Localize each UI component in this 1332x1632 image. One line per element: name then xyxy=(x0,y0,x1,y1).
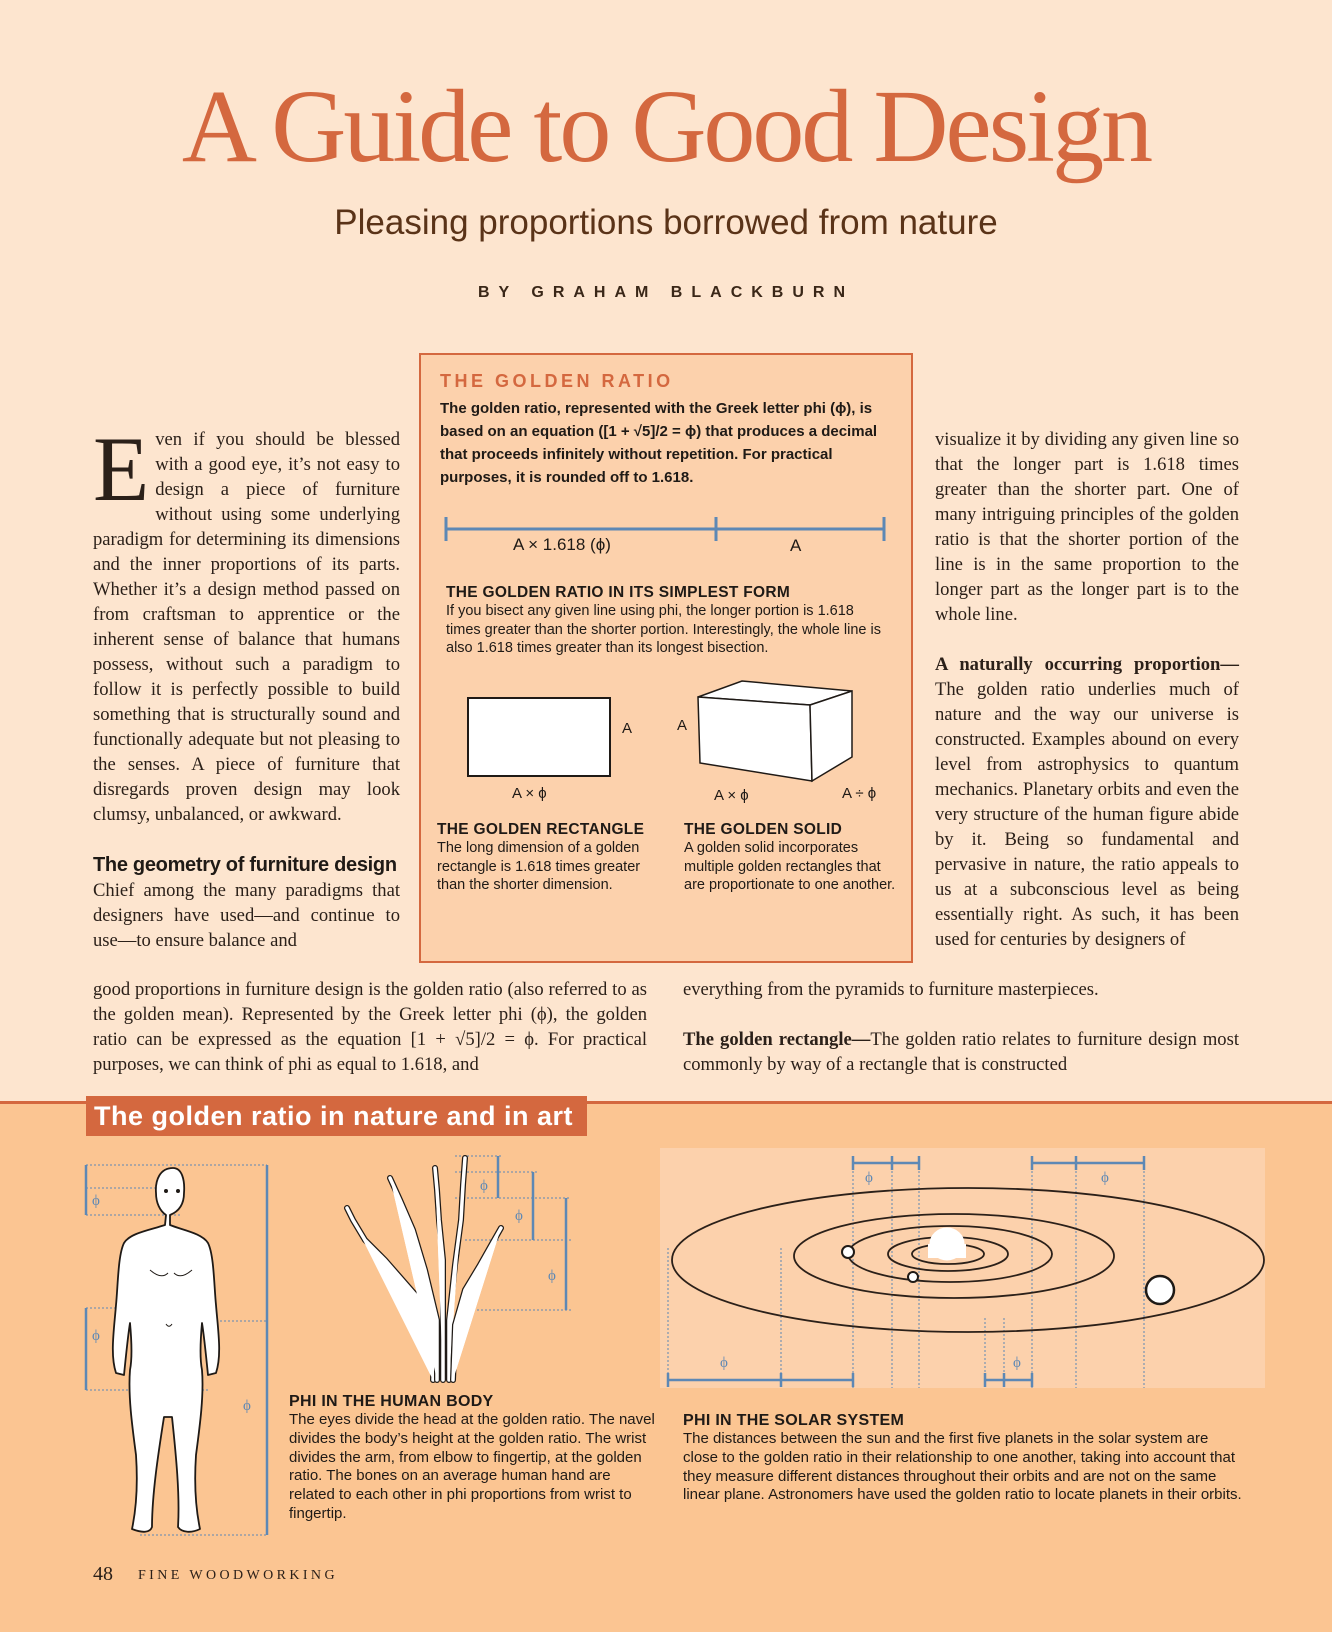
golden-rectangle-text: The long dimension of a golden rectangle is 1.618 times greater than the shorter dimension. xyxy=(437,840,641,893)
phi-label-orbit-2: ϕ xyxy=(1101,1170,1109,1186)
page-number: 48 xyxy=(93,1563,113,1585)
sidebar-heading: THE GOLDEN RATIO xyxy=(440,371,674,391)
phi-label-finger-2: ϕ xyxy=(515,1208,523,1224)
hand-bones-illustration xyxy=(325,1150,575,1385)
line-label-long: A × 1.618 (ϕ) xyxy=(513,535,611,554)
golden-line-diagram xyxy=(443,515,889,545)
phi-label-orbit-3: ϕ xyxy=(720,1355,728,1371)
phi-label-height: ϕ xyxy=(243,1398,251,1414)
right-paragraph-3 xyxy=(683,1027,1239,1077)
golden-rectangle-figure xyxy=(465,695,615,781)
golden-ratio-sidebar xyxy=(419,353,913,963)
byline: BY GRAHAM BLACKBURN xyxy=(477,284,855,301)
planet-inner xyxy=(842,1246,854,1258)
runin-naturally-occurring: A naturally occurring proportion— xyxy=(935,654,1239,675)
planet-outer xyxy=(1146,1276,1174,1304)
phi-label-orbit-1: ϕ xyxy=(865,1170,873,1186)
phi-label-arm: ϕ xyxy=(92,1328,100,1344)
solar-system-illustration xyxy=(660,1148,1265,1388)
magazine-name: FINE WOODWORKING xyxy=(138,1568,338,1583)
golden-rectangle-caption xyxy=(437,821,662,895)
drop-cap: E xyxy=(93,418,150,520)
intro-column xyxy=(93,418,400,953)
solar-figure-backdrop xyxy=(660,1148,1265,1388)
band-heading: The golden ratio in nature and in art xyxy=(86,1096,587,1136)
simplest-form-caption xyxy=(446,584,886,658)
human-body-caption xyxy=(289,1393,659,1524)
human-body-text: The eyes divide the head at the golden ratio. The navel divides the body’s height at the golden ratio. The wrist divides the arm, from elbow to fingertip, at the golden ratio. The bones on an average human hand are related to each other in phi proportions from wrist to fingertip. xyxy=(289,1411,655,1522)
human-body-heading: PHI IN THE HUMAN BODY xyxy=(289,1393,494,1410)
section1-wide-text: good proportions in furniture design is the golden ratio (also referred to as the golden mean). Represented by the Greek letter phi (ϕ), the golden ratio can be expressed as the equation [1 + √5]/2 = ϕ. For practical purposes, we can think of phi as equal to 1.618, and xyxy=(93,979,647,1075)
simplest-form-text: If you bisect any given line using phi, the longer portion is 1.618 times greater than the shorter portion. Interestingly, the whole line is also 1.618 times greater than its longest bisection. xyxy=(446,603,881,656)
right-paragraph-2-text: The golden ratio underlies much of nature and the way our universe is constructed. Examples abound on every level from astrophysics to quantum mechanics. Planetary orbits and even the very structure of the human figure abide by it. Being so fundamental and pervasive in nature, the ratio appeals to us at a subconscious level as being essentially right. As such, it has been used for centuries by designers of xyxy=(935,679,1239,950)
solar-system-caption xyxy=(683,1412,1243,1505)
solid-label-depth: A ÷ ϕ xyxy=(842,785,877,802)
solar-system-text: The distances between the sun and the first five planets in the solar system are close to the golden ratio in their relationship to one another, taking into account that they measure different distances throughout their orbits and are not on the same linear plane. Astronomers have used the golden ratio to locate planets in their orbits. xyxy=(683,1430,1242,1504)
golden-solid-caption xyxy=(684,821,899,895)
article-title: A Guide to Good Design xyxy=(181,69,1151,184)
phi-label-finger-1: ϕ xyxy=(480,1178,488,1194)
solid-label-side: A xyxy=(677,717,688,734)
simplest-form-heading: THE GOLDEN RATIO IN ITS SIMPLEST FORM xyxy=(446,584,791,601)
right-paragraph-2 xyxy=(935,652,1239,952)
right-wide-line: everything from the pyramids to furniture masterpieces. xyxy=(683,979,1099,1000)
golden-solid-text: A golden solid incorporates multiple golden rectangles that are proportionate to one another. xyxy=(684,840,896,893)
human-body-illustration xyxy=(80,1155,280,1540)
golden-rectangle-heading: THE GOLDEN RECTANGLE xyxy=(437,821,645,838)
section1-column-text: Chief among the many paradigms that designers have used—and continue to use—to ensure balance and xyxy=(93,880,400,951)
article-subtitle: Pleasing proportions borrowed from nature xyxy=(334,203,998,242)
golden-solid-figure xyxy=(694,675,856,783)
sidebar-intro: The golden ratio, represented with the Greek letter phi (ϕ), is based on an equation ([1 + √5]/2 = ϕ) that produces a decimal that proceeds infinitely without repetition. For practical purposes, it is rounded off to 1.618. xyxy=(440,400,878,486)
runin-golden-rectangle: The golden rectangle— xyxy=(683,1029,871,1050)
golden-solid-heading: THE GOLDEN SOLID xyxy=(684,821,843,838)
solid-label-bottom: A × ϕ xyxy=(714,787,749,804)
right-paragraph-1: visualize it by dividing any given line so that the longer part is 1.618 times greater than the shorter part. One of many intriguing principles of the golden ratio is that the shorter portion of the line is in the same proportion to the longer part as the longer part is to the whole line. xyxy=(935,429,1239,625)
section-heading-geometry: The geometry of furniture design xyxy=(93,854,397,876)
right-wide-text xyxy=(683,977,1239,1077)
phi-label-finger-3: ϕ xyxy=(548,1268,556,1284)
line-label-short: A xyxy=(790,536,802,555)
rect-label-side: A xyxy=(622,720,633,737)
planet-middle xyxy=(908,1272,918,1282)
right-column xyxy=(935,427,1239,952)
intro-paragraph xyxy=(93,418,400,827)
phi-label-orbit-4: ϕ xyxy=(1013,1355,1021,1371)
solar-system-heading: PHI IN THE SOLAR SYSTEM xyxy=(683,1412,905,1429)
phi-label-head: ϕ xyxy=(92,1193,100,1209)
right-paragraph-3-text: The golden ratio relates to furniture design most commonly by way of a rectangle that is constructed xyxy=(683,1029,1239,1075)
rect-label-bottom: A × ϕ xyxy=(512,785,547,802)
intro-text: ven if you should be blessed with a good eye, it’s not easy to design a piece of furniture without using some underlying paradigm for determining its dimensions and the inner proportions of its parts. Whether it’s a design method passed on from craftsman to apprentice or the inherent sense of balance that humans possess, without such a paradigm to follow it is perfectly possible to build something that is structurally sound and functionally adequate but not pleasing to the senses. A piece of furniture that disregards proven design may look clumsy, unbalanced, or awkward. xyxy=(93,429,400,825)
